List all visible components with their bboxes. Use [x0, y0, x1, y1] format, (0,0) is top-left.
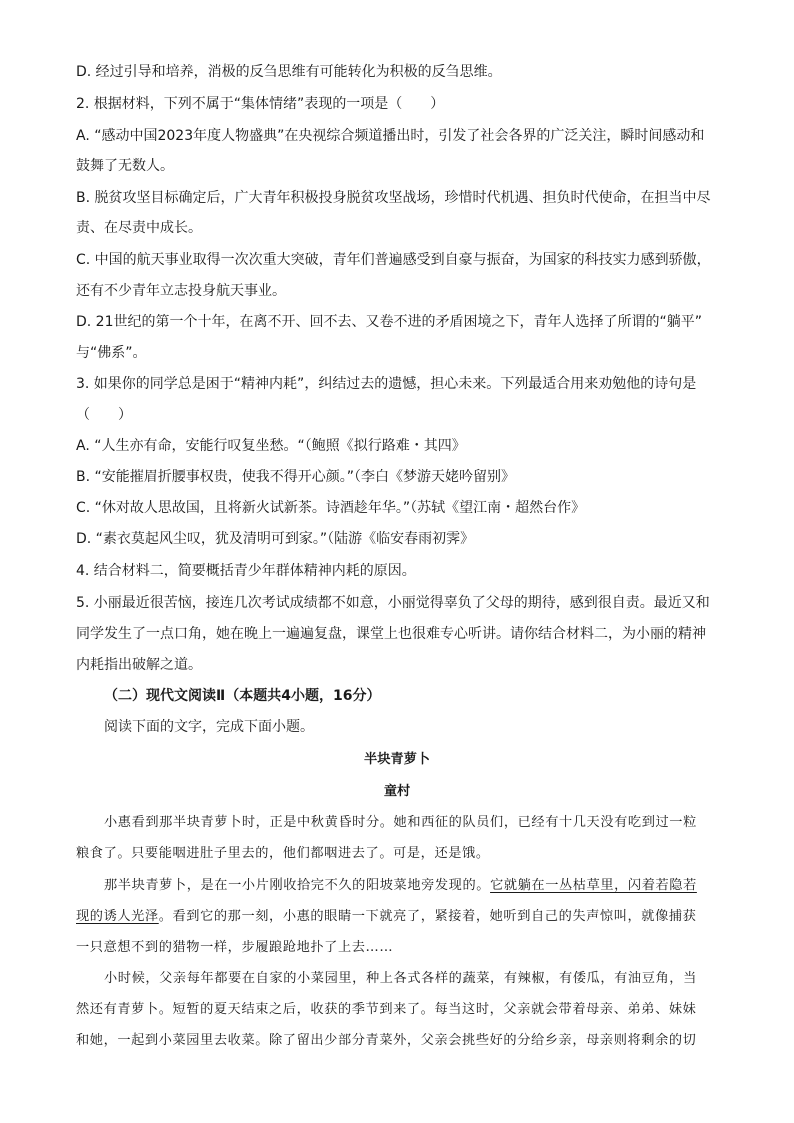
- q2-option-d-line1: D. 21世纪的第一个十年，在离不开、回不去、又卷不进的矛盾困境之下，青年人选择了所谓的“躺平”: [76, 314, 702, 330]
- q2-option-d-line2: 与“佛系”。: [76, 345, 147, 361]
- q2-option-b-line2: 责、在尽责中成长。: [76, 220, 202, 236]
- q3-stem-line1: 3. 如果你的同学总是困于“精神内耗”，纠结过去的遗憾，担心未来。下列最适合用来劝勉他的诗句是: [76, 376, 697, 392]
- q4-stem: 4. 结合材料二，简要概括青少年群体精神内耗的原因。: [76, 563, 416, 579]
- section-heading: （二）现代文阅读Ⅱ（本题共4小题，16分）: [104, 688, 381, 704]
- passage-author: 童村: [383, 784, 411, 799]
- q2-option-b-line1: B. 脱贫攻坚目标确定后，广大青年积极投身脱贫攻坚战场，珍惜时代机遇、担负时代使命，在担当中尽: [76, 190, 711, 206]
- q3-stem-line2: （ ）: [76, 407, 132, 423]
- q3-option-d: D. “素衣莫起风尘叹，犹及清明可到家。”（陆游《临安春雨初霁》: [76, 531, 475, 547]
- q5-stem-line2: 同学发生了一点口角，她在晚上一遍遍复盘，课堂上也很难专心听讲。请你结合材料二，为小丽的精神: [76, 626, 706, 642]
- passage-p3-line2: 然还有青萝卜。短暂的夏天结束之后，收获的季节到来了。每当这时，父亲就会带着母亲、弟弟、妹妹: [76, 1002, 697, 1017]
- q1-option-d: D. 经过引导和培养，消极的反刍思维有可能转化为积极的反刍思维。: [76, 64, 502, 80]
- passage-title: 半块青萝卜: [364, 752, 430, 767]
- q2-option-c-line2: 还有不少青年立志投身航天事业。: [76, 283, 286, 299]
- passage-p2-line3: 一只意想不到的猎物一样，步履踉跄地扑了上去……: [76, 940, 394, 955]
- passage-p3-line1: 小时候，父亲每年都要在自家的小菜园里，种上各式各样的蔬菜，有辣椒，有倭瓜，有油豆角，当: [104, 971, 697, 986]
- q3-option-c: C. “休对故人思故国，且将新火试新茶。诗酒趁年华。”（苏轼《望江南・超然台作》: [76, 500, 586, 516]
- passage-p1-line1: 小惠看到那半块青萝卜时，正是中秋黄昏时分。她和西征的队员们，已经有十几天没有吃到过一粒: [104, 815, 697, 830]
- q3-option-a: A. “人生亦有命，安能行叹复坐愁。“（鲍照《拟行路难・其四》: [76, 438, 466, 454]
- q5-stem-line1: 5. 小丽最近很苦恼，接连几次考试成绩都不如意，小丽觉得辜负了父母的期待，感到很自责。最近又和: [76, 595, 710, 611]
- q2-option-a-line2: 鼓舞了无数人。: [76, 158, 174, 174]
- q2-option-a-line1: A. “感动中国2023年度人物盛典”在央视综合频道播出时，引发了社会各界的广泛关注，瞬时间感动和: [76, 128, 705, 144]
- passage-p3-line3: 和她，一起到小菜园里去收菜。除了留出少部分青菜外，父亲会挑些好的分给乡亲，母亲则将剩余的切: [76, 1033, 697, 1048]
- passage-p1-line2: 粮食了。只要能咽进肚子里去的，他们都咽进去了。可是，还是饿。: [76, 846, 490, 861]
- passage-p2-line2: [76, 907, 696, 927]
- passage-p2-line1-text: 那半块青萝卜，是在一小片刚收拾完不久的阳坡菜地旁发现的。: [104, 878, 491, 893]
- q2-option-c-line1: C. 中国的航天事业取得一次次重大突破，青年们普遍感受到自豪与振奋，为国家的科技实力感到骄傲，: [76, 252, 711, 268]
- underlined-sentence-part2: 现的诱人光泽: [76, 909, 159, 924]
- q5-stem-line3: 内耗指出破解之道。: [76, 657, 202, 673]
- underlined-sentence-part1: 它就躺在一丛枯草里，闪着若隐若: [490, 878, 697, 893]
- passage-p2-line1: [104, 876, 697, 896]
- section-instruction: 阅读下面的文字，完成下面小题。: [104, 719, 314, 735]
- q3-option-b: B. “安能摧眉折腰事权贵，使我不得开心颜。”（李白《梦游天姥吟留别》: [76, 469, 516, 485]
- q2-stem: 2. 根据材料，下列不属于“集体情绪”表现的一项是（ ）: [76, 96, 445, 112]
- passage-p2-line2-text: 。看到它的那一刻，小惠的眼睛一下就亮了，紧接着，她听到自己的失声惊叫，就像捕获: [158, 909, 697, 924]
